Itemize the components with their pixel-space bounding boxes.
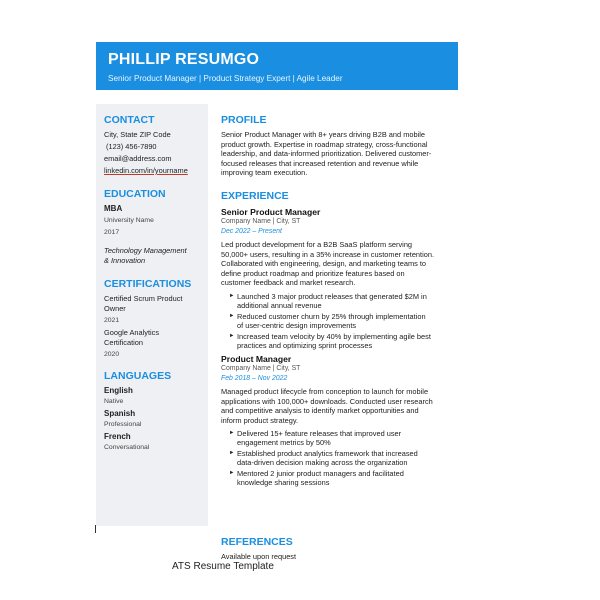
language-level: Conversational <box>104 444 150 451</box>
profile-line: product growth. Expertise in roadmap strategy, cross-functional <box>221 139 428 149</box>
job-summary-line: Collaborated with engineering, design, and marketing teams to <box>221 259 427 268</box>
triangle-bullet-icon: ► <box>229 450 235 457</box>
bullet-line: engagement metrics by 50% <box>237 438 331 448</box>
job-summary-line: applications with 100,000+ downloads. Conducted user research <box>221 396 433 406</box>
language-name: French <box>104 432 131 441</box>
triangle-bullet-icon: ► <box>229 470 235 477</box>
education-year: 2017 <box>104 229 120 236</box>
certification-year: 2020 <box>104 351 120 358</box>
language-name: English <box>104 386 133 395</box>
references-heading: REFERENCES <box>221 536 293 548</box>
job-summary-line: and competitive analysis to identify market opportunities and <box>221 406 419 415</box>
job-company: Company Name | City, ST <box>221 365 301 372</box>
bullet-line: practices and optimizing sprint processes <box>237 341 373 351</box>
contact-address: City, State ZIP Code <box>104 130 171 139</box>
job-summary-line: define product roadmap and prioritize features based on <box>221 268 405 278</box>
job-dates: Dec 2022 – Present <box>221 228 282 235</box>
education-focus-line1: Technology Management <box>104 246 187 255</box>
bullet-line: data-driven decision making across the organization <box>237 458 408 468</box>
language-name: Spanish <box>104 409 136 418</box>
bullet-line: Established product analytics framework that increased <box>237 449 418 459</box>
job-summary-line: inform product strategy. <box>221 415 299 425</box>
text-cursor-mark <box>95 525 96 533</box>
bullet-line: of user-centric design improvements <box>237 321 357 331</box>
experience-heading: EXPERIENCE <box>221 190 289 202</box>
profile-line: focused releases that increased retention and revenue while <box>221 158 419 168</box>
triangle-bullet-icon: ► <box>229 293 235 299</box>
bullet-line: Mentored 2 junior product managers and facilitated <box>237 469 404 479</box>
education-focus-line2: & Innovation <box>104 256 146 265</box>
education-degree: MBA <box>104 204 123 213</box>
candidate-tagline: Senior Product Manager | Product Strategy Expert | Agile Leader <box>108 74 343 83</box>
job-bullet <box>229 469 451 488</box>
template-caption: ATS Resume Template <box>172 561 274 572</box>
job-dates: Feb 2018 – Nov 2022 <box>221 375 288 382</box>
contact-phone: (123) 456-7890 <box>106 142 157 151</box>
job-summary-line: customer feedback and market research. <box>221 278 356 287</box>
job-title: Senior Product Manager <box>221 207 321 217</box>
job-bullets <box>229 429 451 489</box>
certification-name-line1: Certified Scrum Product <box>104 294 183 303</box>
certification-year: 2021 <box>104 317 120 324</box>
triangle-bullet-icon: ► <box>229 430 235 436</box>
contact-heading: CONTACT <box>104 114 155 126</box>
language-level: Professional <box>104 421 142 428</box>
triangle-bullet-icon: ► <box>229 313 235 320</box>
job-bullet <box>229 332 451 351</box>
education-school: University Name <box>104 217 154 224</box>
bullet-line: Launched 3 major product releases that generated $2M in <box>237 292 427 301</box>
education-heading: EDUCATION <box>104 188 166 200</box>
references-text: Available upon request <box>221 552 297 561</box>
certification-name-line2: Certification <box>104 338 144 347</box>
profile-line: leadership, and data-informed prioritization. Delivered customer- <box>221 149 432 158</box>
profile-line: improving team execution. <box>221 168 308 177</box>
triangle-bullet-icon: ► <box>229 333 235 340</box>
job-bullet <box>229 429 451 448</box>
job-company: Company Name | City, ST <box>221 218 301 225</box>
bullet-line: Delivered 15+ feature releases that improved user <box>237 429 402 438</box>
job-bullets <box>229 292 451 352</box>
resume-header <box>96 42 458 90</box>
resume-page <box>96 42 458 561</box>
certification-name-line1: Google Analytics <box>104 328 160 337</box>
contact-linkedin-link[interactable]: linkedin.com/in/yourname <box>104 166 188 175</box>
certifications-heading: CERTIFICATIONS <box>104 278 192 290</box>
job-bullet <box>229 292 451 311</box>
job-summary-line: 50,000+ users, resulting in a 35% increase in customer retention. <box>221 249 435 259</box>
job-bullet <box>229 312 451 331</box>
bullet-line: additional annual revenue <box>237 301 322 311</box>
bullet-line: knowledge sharing sessions <box>237 478 330 488</box>
profile-heading: PROFILE <box>221 114 267 126</box>
bullet-line: Reduced customer churn by 25% through implementation <box>237 312 426 322</box>
candidate-name: PHILLIP RESUMGO <box>108 51 260 68</box>
job-bullet <box>229 449 451 468</box>
contact-email: email@address.com <box>104 154 172 163</box>
languages-heading: LANGUAGES <box>104 370 172 382</box>
job-summary-line: Led product development for a B2B SaaS platform serving <box>221 240 413 249</box>
job-summary-line: Managed product lifecycle from conception to launch for mobile <box>221 387 429 396</box>
language-level: Native <box>104 398 124 405</box>
profile-line: Senior Product Manager with 8+ years driving B2B and mobile <box>221 130 425 139</box>
job-title: Product Manager <box>221 354 292 364</box>
certification-name-line2: Owner <box>104 304 126 313</box>
bullet-line: Increased team velocity by 40% by implementing agile best <box>237 332 431 342</box>
resume-sidebar <box>96 104 208 526</box>
